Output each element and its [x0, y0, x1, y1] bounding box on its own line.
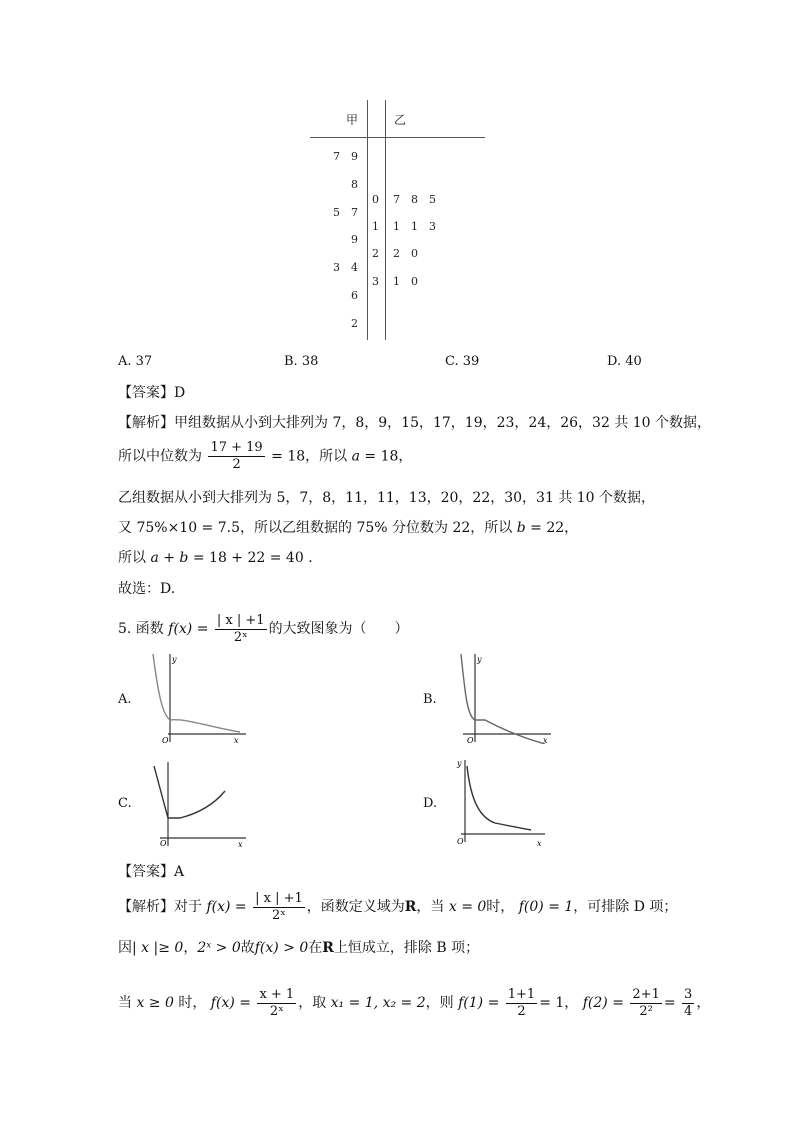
stem: 1: [372, 220, 379, 233]
right-leaf: 7: [393, 193, 400, 206]
right-leaf: 2: [393, 247, 400, 260]
left-leaf: 8: [351, 178, 358, 191]
q5-graph-a: [150, 652, 250, 744]
q5-graph-d: [455, 758, 555, 850]
q5-graph-c: [150, 758, 250, 850]
svg-text:y: y: [172, 655, 177, 664]
left-leaf: 5: [333, 206, 340, 219]
q4-analysis-line-3: 乙组数据从小到大排列为 5，7，8，11，11，13，20，22，30，31 共 10 个数据，: [118, 490, 656, 506]
left-leaf: 9: [351, 150, 358, 163]
q4-option-b: B. 38: [284, 354, 319, 369]
right-leaf: 3: [429, 220, 436, 233]
q5-stem: 5. 函数 f(x) = $\frac{| x | +1}{\text{2ˣ}}$ 的大致图象为（ ）: [118, 612, 409, 645]
left-leaf: 9: [351, 233, 358, 246]
q5-option-b-label: B.: [423, 692, 437, 707]
q4-option-c: C. 39: [445, 354, 480, 369]
stem-divider-left: [367, 100, 368, 340]
q4-answer: 【答案】D: [118, 385, 186, 401]
right-leaf: 0: [411, 275, 418, 288]
left-leaf: 3: [333, 261, 340, 274]
q5-answer: 【答案】A: [118, 864, 185, 880]
q4-analysis-line-5: 所以 a + b = 18 + 22 = 40 .: [118, 550, 313, 566]
q5-analysis-line-2: 因| x |≥ 0，2ˣ > 0故f(x) > 0在R上恒成立，排除 B 项；: [118, 940, 480, 956]
q5-analysis-line-3: 当 x ≥ 0 时， f(x) = $\frac{x + 1}{\text{2ˣ}}$ ，取 x₁ = 1, x₂ = 2，则 f(1) = $\frac{1+1}{2}$ = 1， f(2) = $\frac{2+1}{\text{2²}}$ = $\frac{3}{4}$ ，: [118, 986, 711, 1019]
left-leaf: 7: [351, 206, 358, 219]
svg-text:y: y: [457, 759, 462, 768]
svg-text:x: x: [537, 839, 542, 848]
q4-analysis-line-4: 又 75%×10 = 7.5，所以乙组数据的 75% 分位数为 22，所以 b = 22，: [118, 520, 579, 536]
svg-text:x: x: [234, 736, 239, 744]
q5-option-a-label: A.: [118, 692, 132, 707]
right-leaf: 1: [393, 275, 400, 288]
q5-analysis-label: 【解析】: [118, 899, 174, 915]
q4-option-a: A. 37: [118, 354, 153, 369]
q5-option-c-label: C.: [118, 796, 132, 811]
right-leaf: 0: [411, 247, 418, 260]
right-leaf: 1: [393, 220, 400, 233]
q5-analysis-line-1: 【解析】对于 f(x) = $\frac{| x | +1}{\text{2ˣ}}$ ，函数定义域为R，当 x = 0时， f(0) = 1，可排除 D 项；: [118, 890, 678, 923]
median-fraction: $\frac{17 + 19}{2}$: [210, 440, 263, 472]
svg-text:O: O: [160, 839, 167, 848]
left-leaf: 2: [351, 317, 358, 330]
q5-analysis-fraction: $\frac{| x | +1}{\text{2ˣ}}$: [255, 890, 303, 923]
q4-analysis-line-6: 故选：D.: [118, 581, 176, 597]
svg-text:x: x: [238, 840, 243, 849]
left-leaf: 4: [351, 261, 358, 274]
stem-divider-right: [385, 100, 386, 340]
svg-text:x: x: [543, 736, 548, 744]
q4-analysis-line-2: 所以中位数为 $\frac{17 + 19}{2}$ = 18，所以 a = 18，: [118, 440, 413, 472]
svg-text:O: O: [457, 837, 464, 846]
right-leaf: 1: [411, 220, 418, 233]
svg-text:O: O: [467, 736, 474, 744]
q4-option-d: D. 40: [607, 354, 642, 369]
svg-text:O: O: [162, 736, 169, 744]
right-group-header: 乙: [394, 113, 407, 127]
right-leaf: 8: [411, 193, 418, 206]
stem: 3: [372, 275, 379, 288]
svg-text:y: y: [477, 655, 482, 664]
q5-option-d-label: D.: [423, 796, 438, 811]
stem: 0: [372, 193, 379, 206]
left-leaf: 6: [351, 289, 358, 302]
q5-function-fraction: $\frac{| x | +1}{\text{2ˣ}}$: [216, 612, 265, 645]
left-group-header: 甲: [346, 113, 359, 127]
stem: 2: [372, 247, 379, 260]
q4-analysis-label: 【解析】: [118, 415, 174, 431]
q4-analysis-line-1: 【解析】甲组数据从小到大排列为 7，8，9，15，17，19，23，24，26，32 共 10 个数据，: [118, 415, 712, 431]
left-leaf: 7: [333, 150, 340, 163]
header-divider: [310, 137, 485, 138]
q5-graph-b: [455, 652, 555, 744]
right-leaf: 5: [429, 193, 436, 206]
